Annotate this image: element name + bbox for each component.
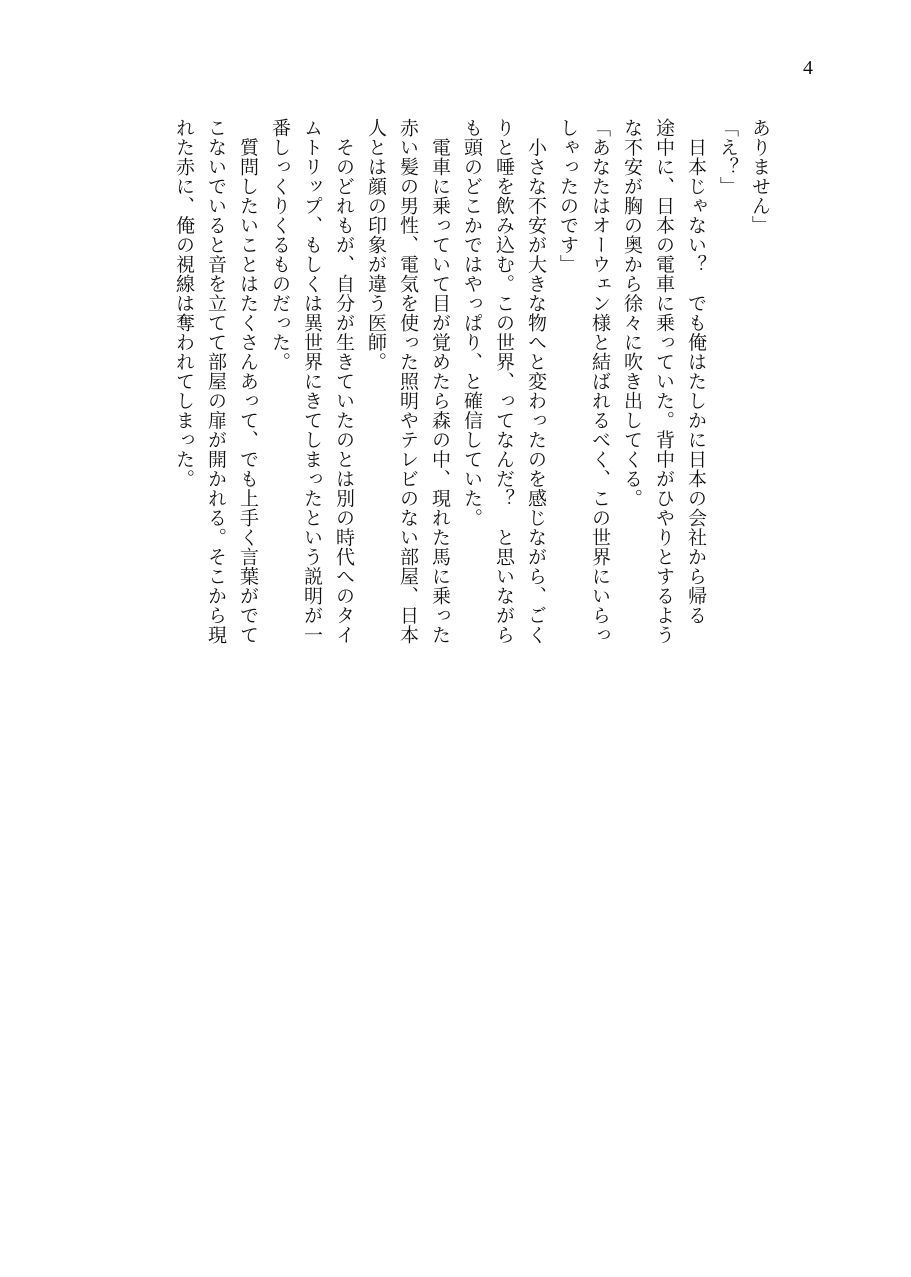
text-line: 番しっくりくるものだった。 [269, 118, 291, 372]
text-line: ムトリップ、もしくは異世界にきてしまったという説明が一 [301, 118, 323, 645]
text-line: そのどれもが、自分が生きていたのとは別の時代へのタイ [333, 118, 355, 645]
text-line: れた赤に、俺の視線は奪われてしまった。 [173, 118, 195, 489]
text-line: 赤い髪の男性、電気を使った照明やテレビのない部屋、日本 [397, 118, 419, 645]
text-line: な不安が胸の奥から徐々に吹き出してくる。 [621, 118, 643, 508]
text-line: りと唾を飲み込む。この世界、ってなんだ？ と思いながら [493, 118, 515, 645]
text-line: 「え？」 [717, 118, 739, 196]
body-text [168, 118, 776, 645]
text-line: 質問したいことはたくさんあって、でも上手く言葉がでて [237, 118, 259, 645]
text-line: 電車に乗っていて目が覚めたら森の中、現れた馬に乗った [429, 118, 451, 645]
text-line: 人とは顔の印象が違う医師。 [365, 118, 387, 372]
text-line: 「あなたはオーウェン様と結ばれるべく、この世界にいらっ [589, 118, 611, 645]
text-line: ありません」 [749, 118, 771, 235]
text-line: 途中に、日本の電車に乗っていた。背中がひやりとするよう [653, 118, 675, 645]
text-line: も頭のどこかではやっぱり、と確信していた。 [461, 118, 483, 528]
text-line: しゃったのです」 [557, 118, 579, 274]
text-line: 日本じゃない？ でも俺はたしかに日本の会社から帰る [685, 118, 707, 625]
page-number: 4 [803, 57, 813, 79]
text-line: 小さな不安が大きな物へと変わったのを感じながら、ごく [525, 118, 547, 645]
text-line: こないでいると音を立てて部屋の扉が開かれる。そこから現 [205, 118, 227, 645]
